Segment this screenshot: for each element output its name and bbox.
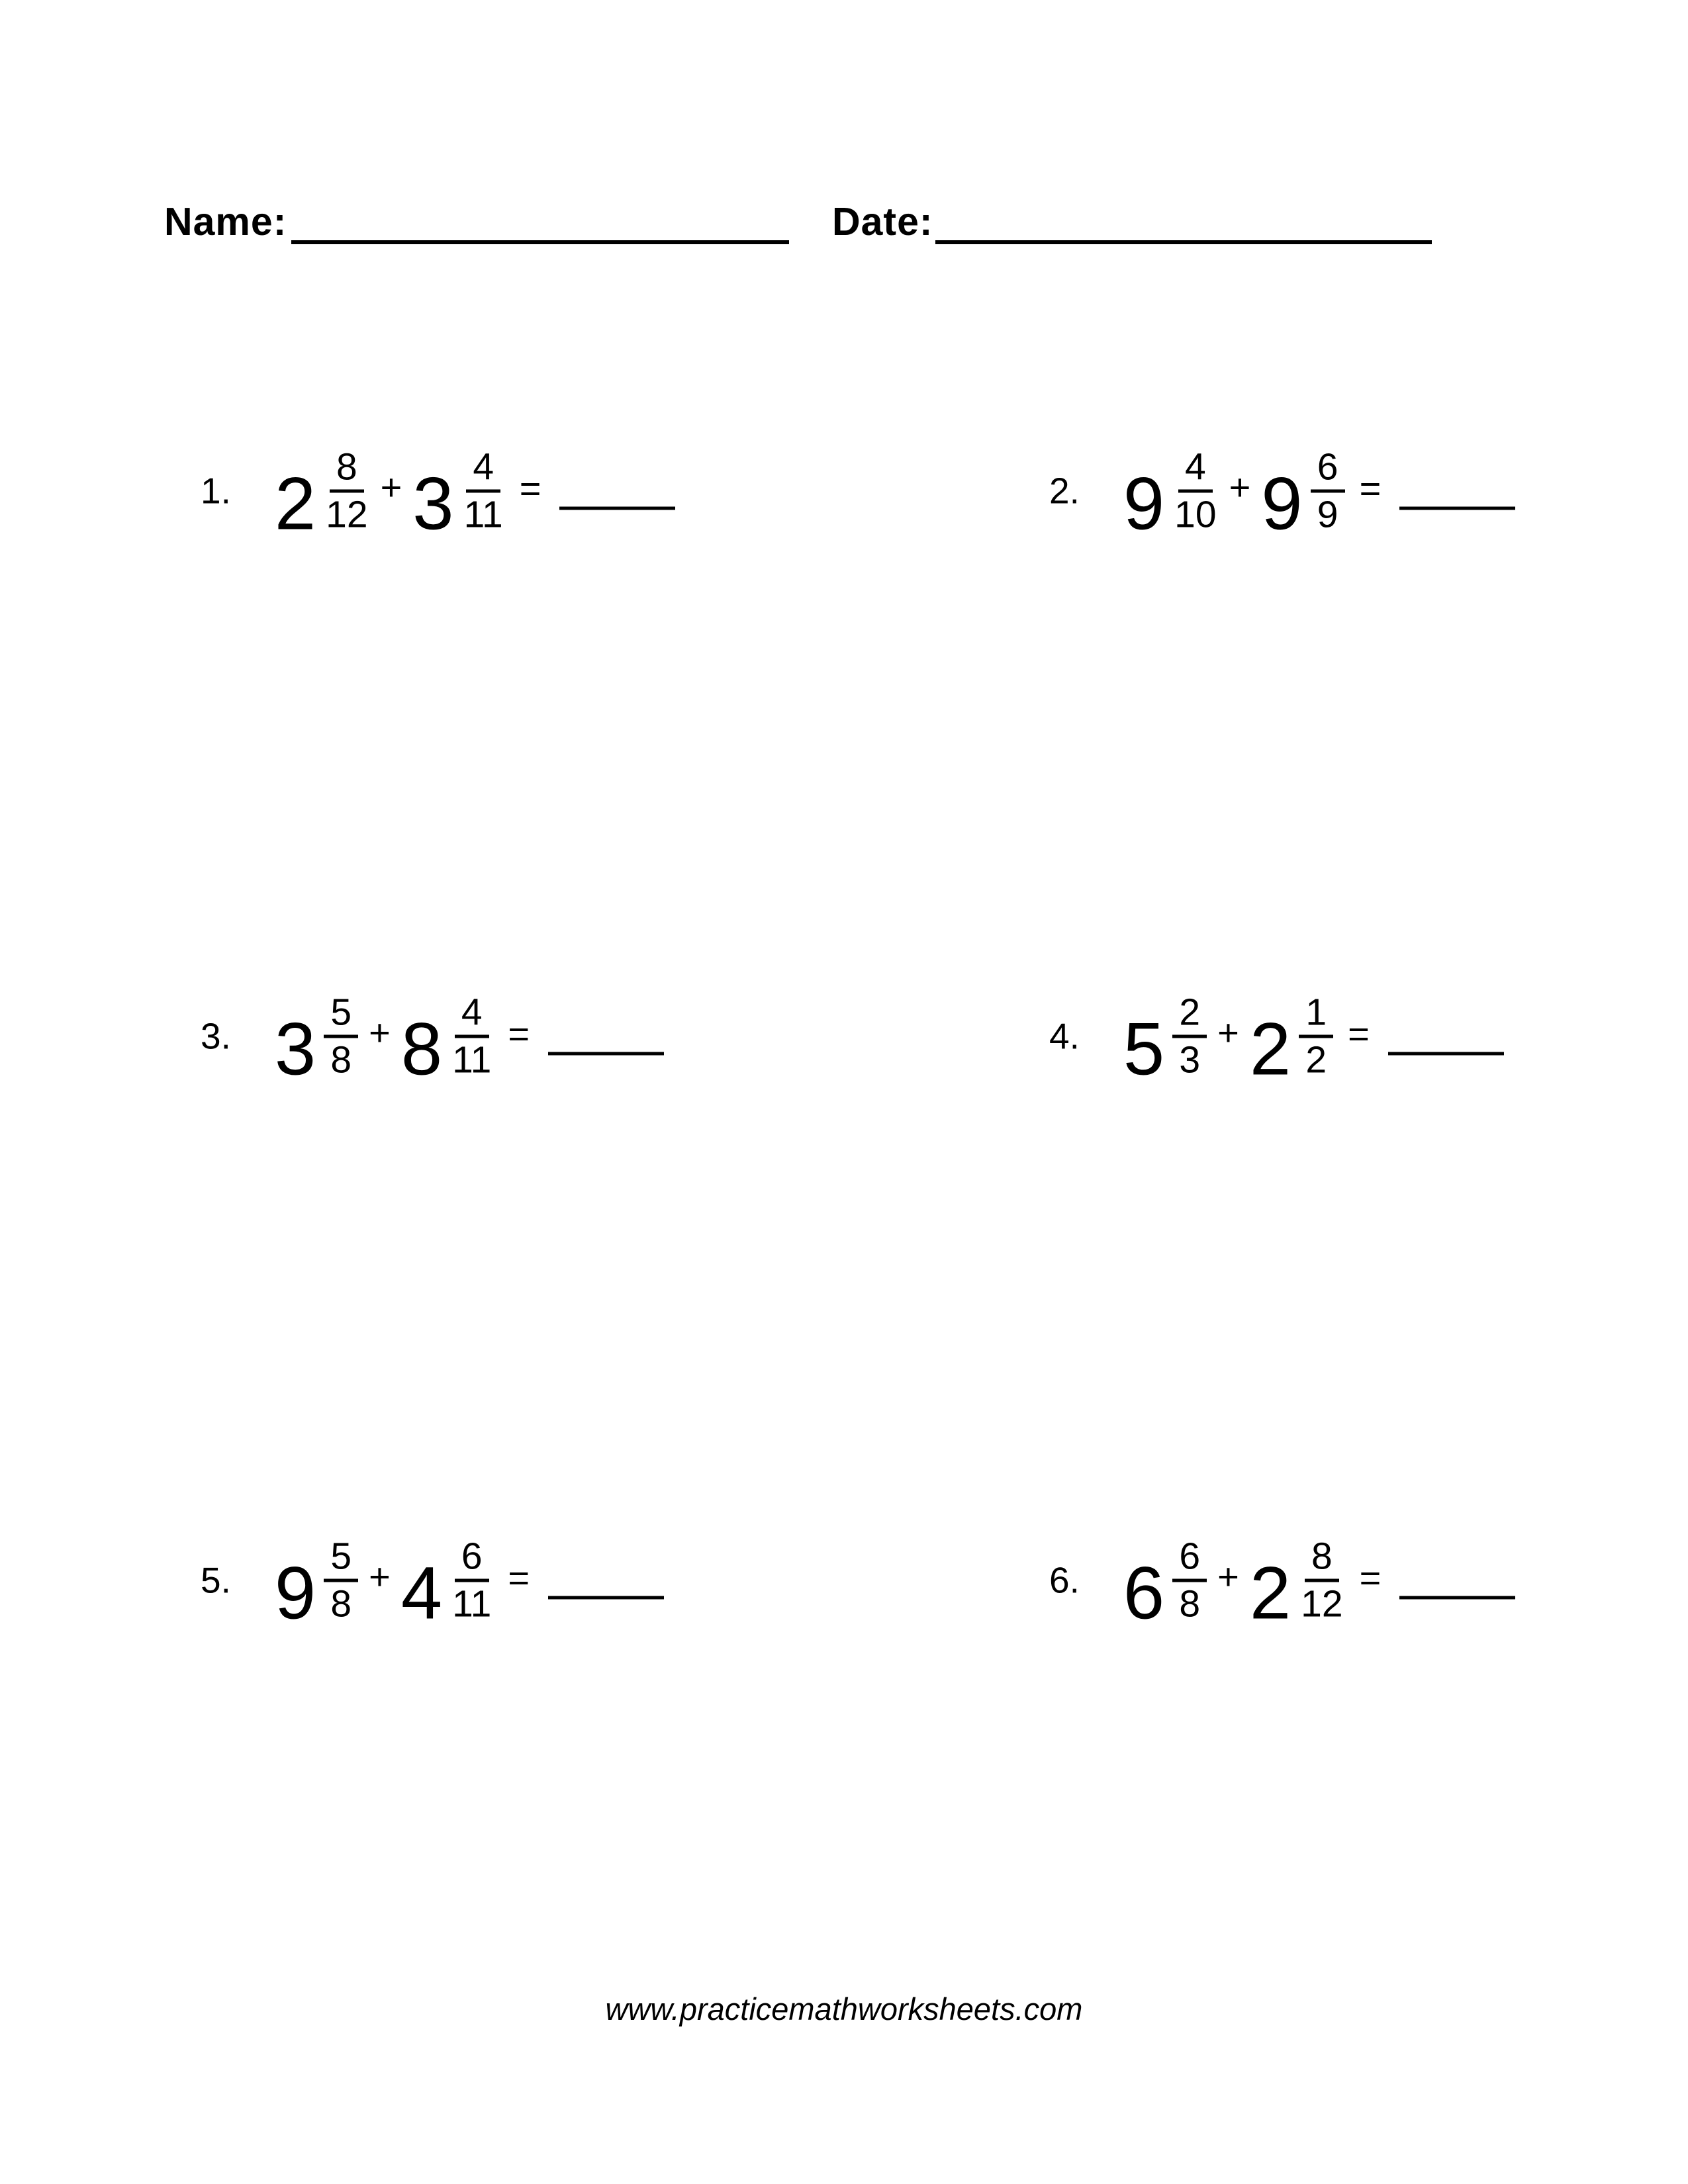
fraction-bar — [1172, 1035, 1207, 1038]
whole-number: 2 — [274, 462, 316, 545]
fraction-bar — [1172, 1579, 1207, 1582]
answer-blank[interactable] — [1399, 1596, 1515, 1600]
plus-operator: + — [369, 1011, 391, 1053]
fraction-denominator: 8 — [1179, 1582, 1201, 1625]
whole-number: 3 — [274, 1007, 316, 1090]
fraction — [1172, 445, 1218, 536]
fraction — [324, 445, 369, 536]
fraction — [450, 991, 493, 1081]
fraction — [324, 1535, 358, 1625]
fraction — [1172, 1535, 1207, 1625]
whole-number: 9 — [1123, 462, 1165, 545]
equals-sign: = — [1348, 1013, 1370, 1054]
problem-number: 1. — [201, 470, 231, 512]
fraction-denominator: 8 — [330, 1038, 352, 1081]
problem-4 — [1049, 991, 1504, 1090]
fraction — [1172, 991, 1207, 1081]
fraction-numerator: 5 — [330, 1535, 352, 1578]
fraction-bar — [1311, 490, 1345, 493]
problem-6 — [1049, 1535, 1515, 1634]
fraction-numerator: 2 — [1179, 991, 1201, 1034]
whole-number: 8 — [400, 1007, 443, 1090]
fraction — [1311, 445, 1345, 536]
whole-number: 2 — [1249, 1551, 1291, 1634]
plus-operator: + — [369, 1555, 391, 1597]
date-input-line[interactable] — [935, 240, 1432, 244]
fraction-bar — [324, 1035, 358, 1038]
fraction-numerator: 5 — [330, 991, 352, 1034]
fraction-denominator: 9 — [1317, 493, 1338, 536]
fraction-denominator: 12 — [1301, 1582, 1343, 1625]
equals-sign: = — [1359, 467, 1382, 509]
fraction — [1299, 991, 1333, 1081]
equals-sign: = — [519, 467, 541, 509]
whole-number: 2 — [1249, 1007, 1291, 1090]
fraction-bar — [455, 1579, 489, 1582]
plus-operator: + — [1217, 1555, 1239, 1597]
fraction-denominator: 11 — [452, 1038, 492, 1081]
fraction-numerator: 8 — [1311, 1535, 1333, 1578]
fraction-denominator: 10 — [1174, 493, 1217, 536]
fraction-bar — [1305, 1579, 1339, 1582]
whole-number: 9 — [274, 1551, 316, 1634]
problem-2 — [1049, 445, 1515, 545]
problem-number: 3. — [201, 1015, 231, 1057]
problem-number: 2. — [1049, 470, 1080, 512]
equals-sign: = — [508, 1013, 530, 1054]
fraction-denominator: 2 — [1305, 1038, 1327, 1081]
fraction-denominator: 3 — [1179, 1038, 1201, 1081]
website-footer: www.practicemathworksheets.com — [605, 1991, 1083, 2026]
answer-blank[interactable] — [1399, 507, 1515, 510]
fraction-numerator: 4 — [461, 991, 483, 1034]
fraction-numerator: 4 — [473, 445, 494, 488]
fraction-bar — [324, 1579, 358, 1582]
fraction — [450, 1535, 493, 1625]
whole-number: 3 — [412, 462, 454, 545]
fraction-numerator: 4 — [1185, 445, 1206, 488]
fraction-numerator: 1 — [1305, 991, 1327, 1034]
fraction-denominator: 8 — [330, 1582, 352, 1625]
answer-blank[interactable] — [559, 507, 675, 510]
equals-sign: = — [1359, 1557, 1382, 1598]
whole-number: 5 — [1123, 1007, 1165, 1090]
problem-1 — [201, 445, 675, 545]
name-label: Name: — [164, 200, 287, 244]
problem-number: 6. — [1049, 1559, 1080, 1601]
fraction-numerator: 6 — [1179, 1535, 1201, 1578]
fraction-bar — [466, 490, 500, 493]
problem-5 — [201, 1535, 664, 1634]
fraction-bar — [1299, 1035, 1333, 1038]
answer-blank[interactable] — [548, 1052, 664, 1056]
fraction-bar — [1178, 490, 1213, 493]
answer-blank[interactable] — [548, 1596, 664, 1600]
fraction-numerator: 6 — [461, 1535, 483, 1578]
whole-number: 6 — [1123, 1551, 1165, 1634]
date-label: Date: — [832, 200, 933, 244]
answer-blank[interactable] — [1388, 1052, 1504, 1056]
problem-3 — [201, 991, 664, 1090]
fraction-numerator: 6 — [1317, 445, 1338, 488]
problem-number: 5. — [201, 1559, 231, 1601]
fraction-denominator: 12 — [326, 493, 368, 536]
fraction-numerator: 8 — [336, 445, 357, 488]
plus-operator: + — [1229, 466, 1251, 508]
name-input-line[interactable] — [291, 240, 789, 244]
fraction — [1299, 1535, 1344, 1625]
plus-operator: + — [1217, 1011, 1239, 1053]
fraction-denominator: 11 — [452, 1582, 492, 1625]
equals-sign: = — [508, 1557, 530, 1598]
problem-number: 4. — [1049, 1015, 1080, 1057]
fraction — [324, 991, 358, 1081]
whole-number: 4 — [400, 1551, 443, 1634]
plus-operator: + — [380, 466, 402, 508]
fraction — [462, 445, 505, 536]
whole-number: 9 — [1261, 462, 1303, 545]
fraction-bar — [330, 490, 364, 493]
fraction-denominator: 11 — [463, 493, 503, 536]
fraction-bar — [455, 1035, 489, 1038]
